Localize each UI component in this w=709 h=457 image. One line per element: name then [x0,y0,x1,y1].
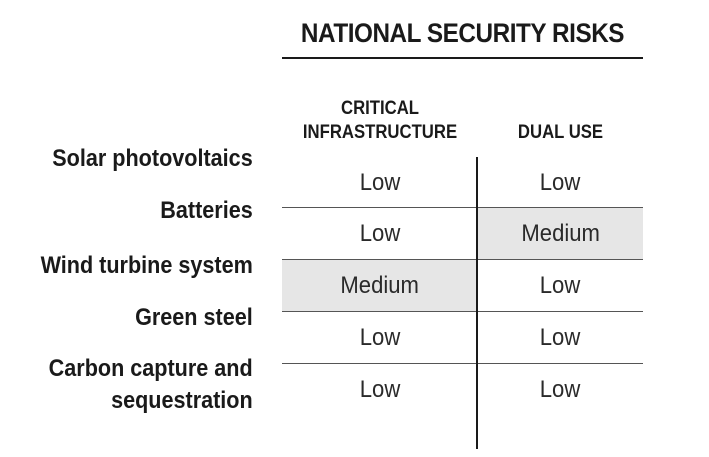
risk-cell [282,157,478,208]
risk-cell [282,312,478,364]
risk-cell [478,364,643,416]
risk-cell [282,260,478,312]
risk-value: Low [540,168,581,196]
risk-value: Low [540,324,581,351]
row-label-line: sequestration [111,387,253,414]
risk-value: Low [540,376,581,403]
risk-value: Low [359,168,401,196]
risk-value: Low [359,324,401,351]
table-row [282,312,643,364]
risk-value: Medium [521,220,600,247]
column-divider [476,157,478,449]
row-label-line: Solar photovoltaics [52,145,253,172]
row-label-line: Wind turbine system [40,252,253,279]
column-header-line: INFRASTRUCTURE [302,122,458,143]
risk-value: Low [540,272,581,299]
row-label-line: Batteries [160,197,253,224]
risk-table [282,157,643,416]
column-header-line: DUAL USE [517,122,604,143]
row-label-line: Green steel [135,304,253,331]
table-row [282,157,643,208]
table-row [282,208,643,260]
risk-cell [478,208,643,260]
table-row [282,260,643,312]
row-label-wind-turbine-system [41,250,253,282]
risk-cell [478,260,643,312]
risk-value: Medium [340,272,420,299]
column-header-critical-infrastructure [294,97,466,145]
row-label-line: Carbon capture and [48,355,253,382]
table-row [282,364,643,416]
risk-cell [478,312,643,364]
row-label-green-steel [135,302,253,334]
title-underline [282,57,643,59]
row-label-carbon-capture [49,353,253,417]
risk-value: Low [359,376,401,403]
risk-value: Low [359,220,401,247]
row-label-solar-photovoltaics [53,143,253,175]
column-header-dual-use [488,121,633,145]
row-label-batteries [161,195,253,227]
risk-cell [282,208,478,260]
risk-cell [282,364,478,416]
risk-cell [478,157,643,208]
table-title: NATIONAL SECURITY RISKS [300,18,625,48]
column-header-line: CRITICAL [340,98,420,119]
